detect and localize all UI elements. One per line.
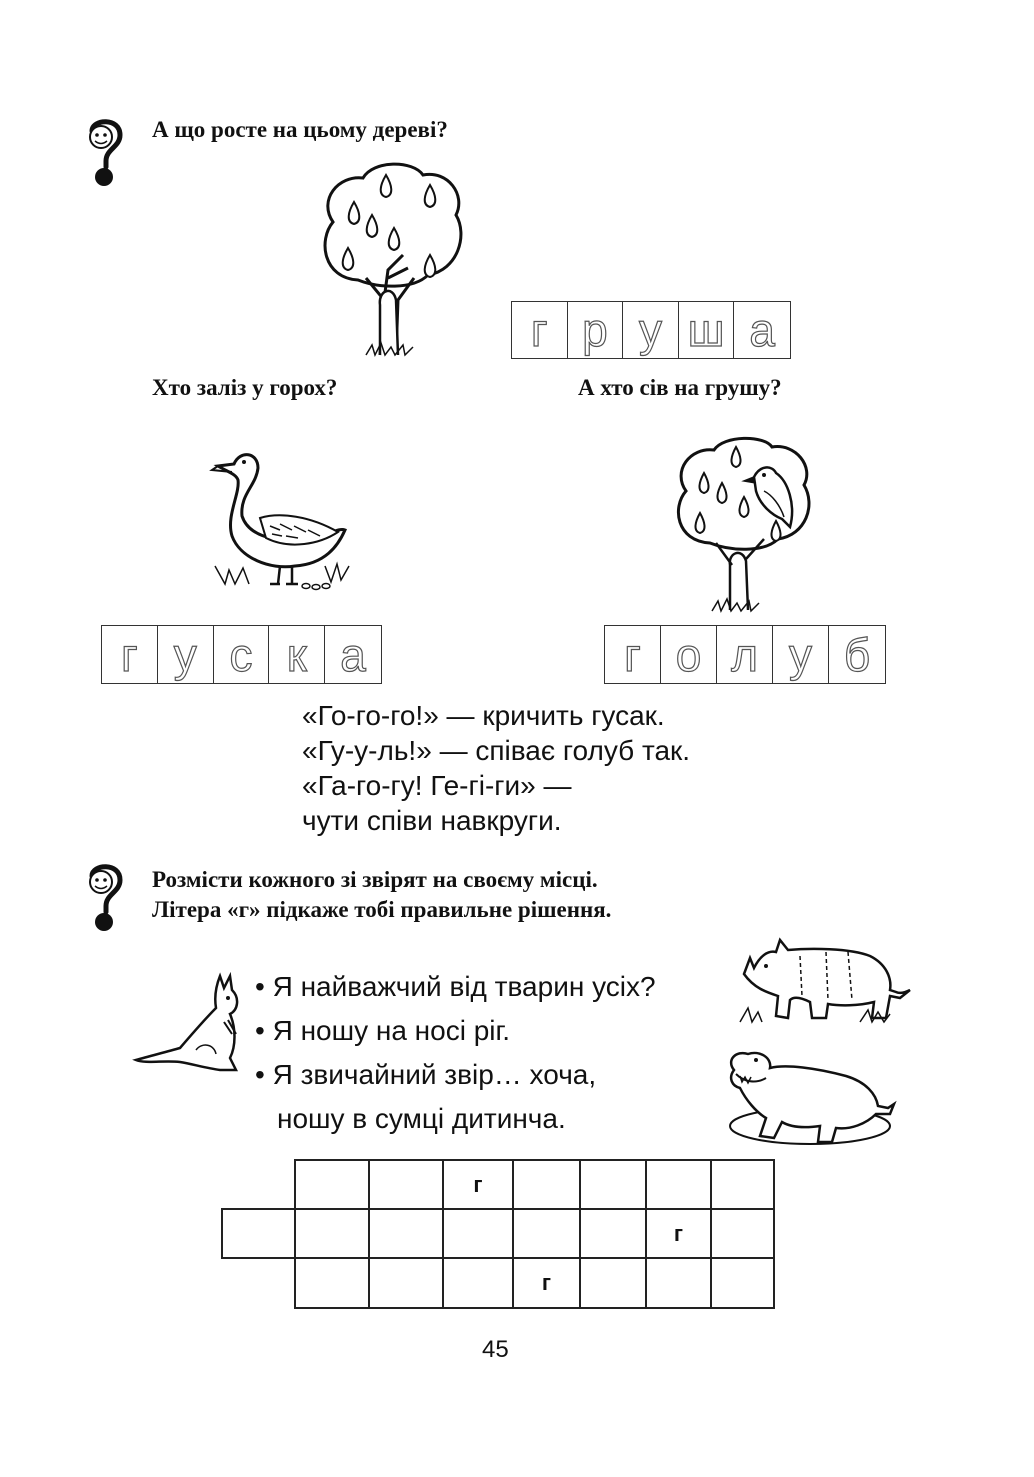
crossword-cell[interactable] [294,1257,370,1309]
crossword-cell[interactable] [579,1208,647,1259]
riddle-line: ношу в сумці дитинча. [277,1103,566,1134]
letter-cell: л [717,626,773,683]
riddle-line: • Я найважчий від тварин усіх? [255,971,656,1002]
letter-cell: а [340,628,366,681]
crossword-cell[interactable] [710,1208,775,1259]
crossword-cell[interactable] [368,1208,444,1259]
pear-tree-illustration [318,160,468,360]
crossword-cell[interactable] [710,1159,775,1210]
letter-cell: г [605,626,661,683]
crossword-cell[interactable] [221,1208,296,1259]
crossword-cell[interactable] [579,1159,647,1210]
crossword-cell[interactable] [368,1257,444,1309]
poem-line: «Га-го-гу! Ге-гі-ги» — [302,770,572,801]
letter-cell: к [269,626,325,683]
rhino-illustration [740,936,912,1026]
answer-box-goose [101,625,382,684]
poem [302,698,690,838]
crossword-cell[interactable] [645,1257,712,1309]
letter-cell: у [773,626,829,683]
crossword-cell[interactable] [710,1257,775,1309]
poem-line: «Гу-у-ль!» — співає голуб так. [302,735,691,766]
instruction-line: Розмісти кожного зі звірят на своєму місці. [152,867,598,892]
crossword-cell[interactable]: г [645,1208,712,1259]
crossword-cell[interactable] [368,1159,444,1210]
instruction-line: Літера «г» підкаже тобі правильне рішення. [152,897,612,922]
letter-cell: о [661,626,717,683]
letter-cell: г [512,302,568,358]
letter-cell: б [843,628,871,681]
question-mark-icon [80,862,128,934]
crossword-cell[interactable] [442,1257,514,1309]
question-title: А що росте на цьому дереві? [152,117,448,142]
answer-box-pigeon [604,625,886,684]
instruction [152,865,611,925]
crossword-cell[interactable] [442,1208,514,1259]
page-number: 45 [482,1336,509,1363]
goose-illustration [210,446,365,596]
crossword-cell[interactable] [294,1208,370,1259]
letter-cell: у [158,626,214,683]
letter-cell: у [623,302,679,358]
question-mark-icon [80,117,128,189]
hippo-illustration [726,1048,898,1146]
crossword-cell[interactable] [294,1159,370,1210]
riddles [255,965,656,1141]
question-goose: Хто заліз у горох? [152,375,338,400]
poem-line: чути співи навкруги. [302,805,562,836]
crossword-cell[interactable] [645,1159,712,1210]
letter-cell: а [749,304,775,356]
question-pigeon: А хто сів на грушу? [578,375,782,400]
crossword-cell[interactable] [512,1208,581,1259]
letter-cell: ш [679,302,735,358]
crossword-cell[interactable] [512,1159,581,1210]
letter-cell: с [214,626,270,683]
pear-tree-bird-illustration [672,435,817,615]
riddle-line: • Я звичайний звір… хоча, [255,1059,597,1090]
letter-cell: р [568,302,624,358]
poem-line: «Го-го-го!» — кричить гусак. [302,700,665,731]
crossword-cell[interactable]: г [512,1257,581,1309]
letter-cell: г [102,626,158,683]
crossword-cell[interactable] [579,1257,647,1309]
riddle-line: • Я ношу на носі ріг. [255,1015,511,1046]
crossword-cell[interactable]: г [442,1159,514,1210]
kangaroo-illustration [136,972,251,1077]
answer-box-pear [511,301,791,359]
